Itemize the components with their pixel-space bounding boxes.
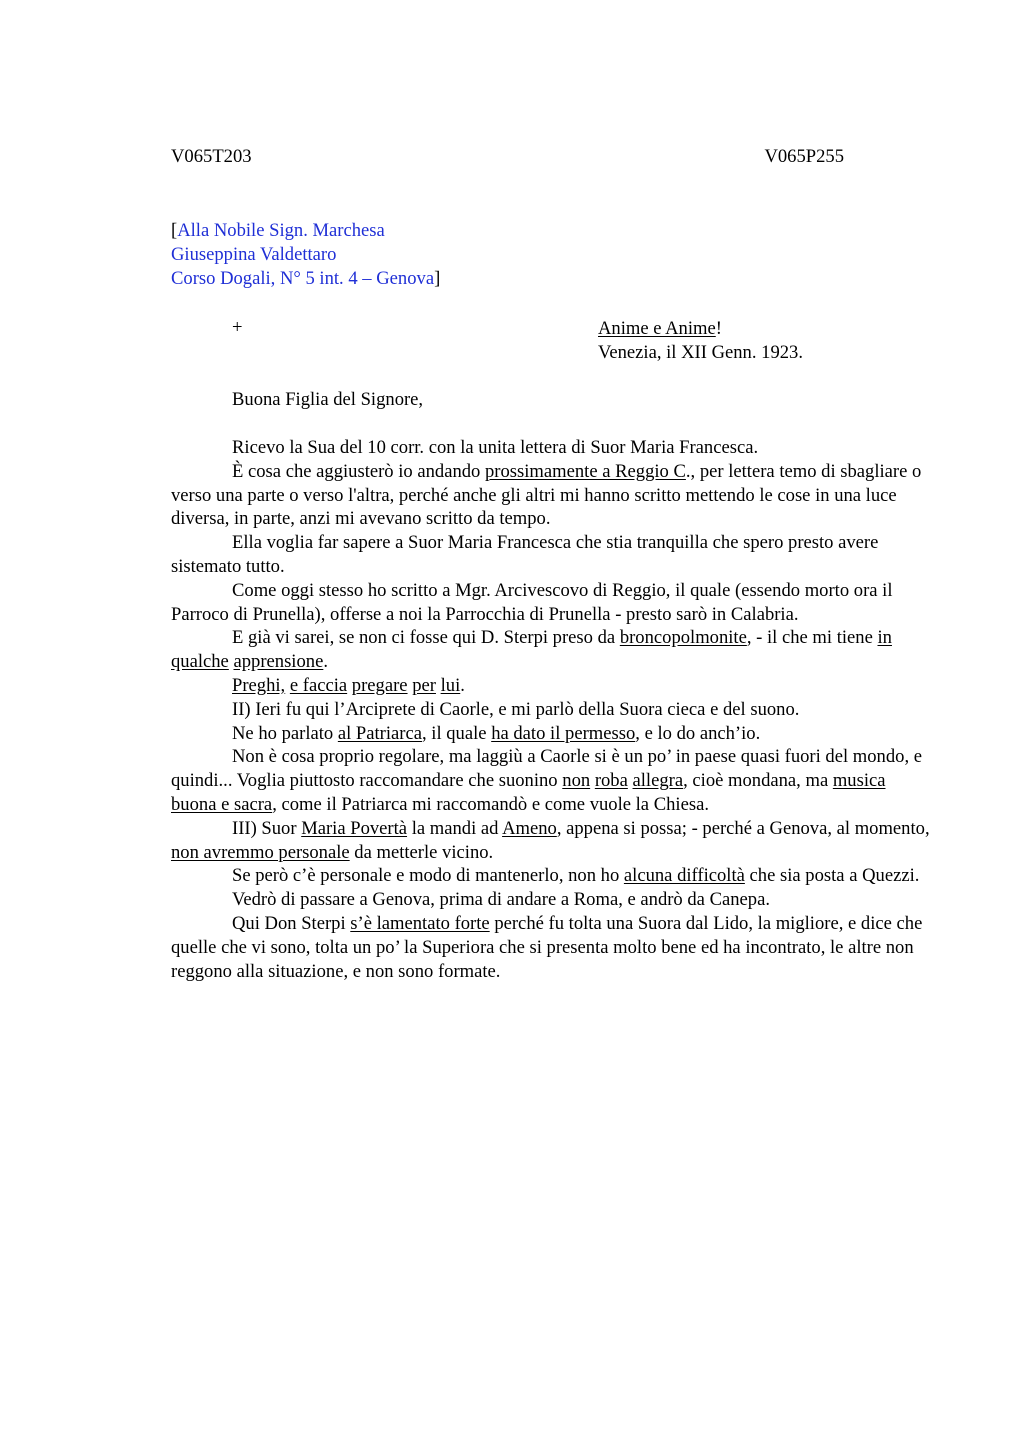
bracket-close: ] xyxy=(434,268,441,289)
recipient-address xyxy=(171,219,440,291)
address-line-2: Giuseppina Valdettaro xyxy=(171,244,337,265)
paragraph-7: II) Ieri fu qui l’Arciprete di Caorle, e mi parlò della Suora cieca e del suono. xyxy=(232,698,800,720)
left-reference-code: V065T203 xyxy=(171,146,252,167)
motto-mark: ! xyxy=(715,318,722,339)
date-block xyxy=(598,317,803,365)
address-line-1: Alla Nobile Sign. Marchesa xyxy=(177,220,385,241)
paragraph-2: È cosa che aggiusterò io andando prossimamente a Reggio C., per lettera temo di sbagliare o verso una parte o verso l'altra, perché anche gli altri mi hanno scritto mettendo le cose in una luce diversa, in parte, anzi mi avevano scritto da tempo. xyxy=(171,460,922,530)
cross-mark: + xyxy=(232,317,243,338)
salutation: Buona Figlia del Signore, xyxy=(232,389,424,410)
letter-body xyxy=(171,436,931,983)
paragraph-4: Come oggi stesso ho scritto a Mgr. Arcivescovo di Reggio, il quale (essendo morto ora il Parroco di Prunella), offerse a noi la Parrocchia di Prunella - presto sarò in Calabria. xyxy=(171,579,893,625)
paragraph-6: Preghi, e faccia pregare per lui. xyxy=(232,674,465,696)
address-line-3: Corso Dogali, N° 5 int. 4 – Genova xyxy=(171,268,435,289)
paragraph-11: Se però c’è personale e modo di mantenerlo, non ho alcuna difficoltà che sia posta a Quezzi. xyxy=(232,865,920,887)
paragraph-1: Ricevo la Sua del 10 corr. con la unita lettera di Suor Maria Francesca. xyxy=(232,437,759,458)
paragraph-10: III) Suor Maria Povertà la mandi ad Ameno, appena si possa; - perché a Genova, al momento, non avremmo personale da metterle vicino. xyxy=(171,817,930,863)
paragraph-3: Ella voglia far sapere a Suor Maria Francesca che stia tranquilla che spero presto avere sistemato tutto. xyxy=(171,532,879,577)
motto-text: Anime e Anime xyxy=(598,318,716,339)
paragraph-13: Qui Don Sterpi s’è lamentato forte perché fu tolta una Suora dal Lido, la migliore, e dice che quelle che vi sono, tolta un po’ la Superiora che si presenta molto bene ed ha incontrato, le altre non reggono alla situazione, e non sono formate. xyxy=(171,912,923,982)
paragraph-12: Vedrò di passare a Genova, prima di andare a Roma, e andrò da Canepa. xyxy=(232,889,770,911)
letter-date: Venezia, il XII Genn. 1923. xyxy=(598,342,803,363)
right-reference-code: V065P255 xyxy=(764,146,844,167)
paragraph-9: Non è cosa proprio regolare, ma laggiù a Caorle si è un po’ in paese quasi fuori del mondo, e quindi... Voglia piuttosto raccomandare che suonino non roba allegra, cioè mondana, ma musica buona e sacra, come il Patriarca mi raccomandò e come vuole la Chiesa. xyxy=(171,746,922,815)
document-header xyxy=(171,146,844,170)
bracket-open: [ xyxy=(171,220,178,241)
paragraph-5: E già vi sarei, se non ci fosse qui D. Sterpi preso da broncopolmonite, - il che mi tiene in qualche apprensione. xyxy=(171,627,892,673)
paragraph-8: Ne ho parlato al Patriarca, il quale ha dato il permesso, e lo do anch’io. xyxy=(232,722,761,744)
motto xyxy=(598,317,803,341)
